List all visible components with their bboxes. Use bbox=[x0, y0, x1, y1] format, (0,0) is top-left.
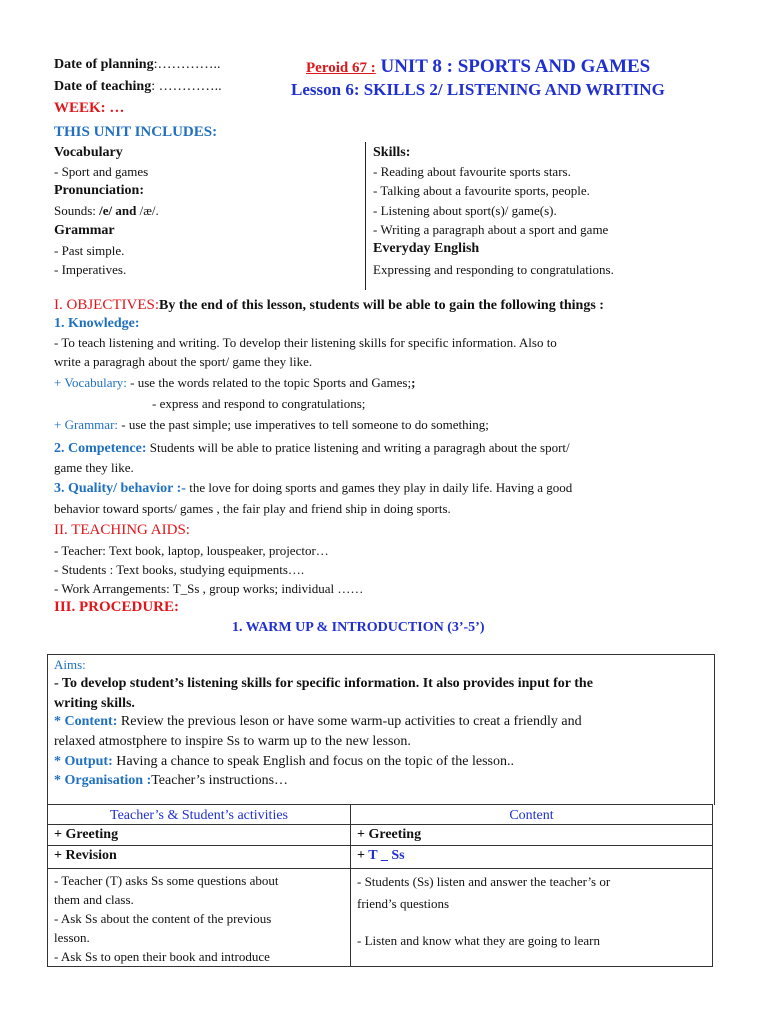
lesson-title: Lesson 6: SKILLS 2/ LISTENING AND WRITING bbox=[291, 80, 665, 99]
aims-output: * Output: Having a chance to speak English and focus on the topic of the lesson.. bbox=[54, 754, 514, 769]
vocabulary-heading: Vocabulary bbox=[54, 145, 123, 160]
everyday-english-item: Expressing and responding to congratulations. bbox=[373, 262, 614, 277]
aims-content-2: relaxed atmostphere to inspire Ss to warm up to the new lesson. bbox=[54, 734, 411, 749]
knowledge-heading: 1. Knowledge: bbox=[54, 316, 140, 331]
knowledge-line-2: write a paragragh about the sport/ game they like. bbox=[54, 354, 313, 369]
table-row bbox=[48, 825, 713, 846]
skills-item-2: - Talking about a favourite sports, people. bbox=[373, 183, 590, 198]
quality-line-2: behavior toward sports/ games , the fair play and friend ship in doing sports. bbox=[54, 501, 451, 516]
aims-content-1: * Content: Review the previous leson or have some warm-up activities to creat a friendly and bbox=[54, 714, 582, 729]
aims-heading: Aims: bbox=[54, 657, 86, 672]
aids-students: - Students : Text books, studying equipments…. bbox=[54, 562, 305, 577]
skills-item-4: - Writing a paragraph about a sport and game bbox=[373, 222, 609, 237]
aims-line-2: writing skills. bbox=[54, 696, 135, 711]
warm-up-heading: 1. WARM UP & INTRODUCTION (3’-5’) bbox=[232, 620, 485, 635]
left-revision-cell: + Revision bbox=[48, 846, 351, 869]
table-row bbox=[48, 869, 713, 967]
table-row bbox=[48, 846, 713, 869]
skills-item-1: - Reading about favourite sports stars. bbox=[373, 164, 571, 179]
sounds-line: Sounds: /e/ and /æ/. bbox=[54, 203, 159, 218]
right-greeting-cell: + Greeting bbox=[351, 825, 713, 846]
grammar-objective: + Grammar: - use the past simple; use imperatives to tell someone to do something; bbox=[54, 417, 489, 432]
skills-item-3: - Listening about sport(s)/ game(s). bbox=[373, 203, 557, 218]
right-content-cell: - Students (Ss) listen and answer the teacher’s or friend’s questions - Listen and know what they are going to learn bbox=[351, 869, 713, 967]
objectives-heading: I. OBJECTIVES:By the end of this lesson, students will be able to gain the following things : bbox=[54, 297, 604, 313]
table-header-activities: Teacher’s & Student’s activities bbox=[48, 805, 351, 825]
date-of-teaching: Date of teaching: ………….. bbox=[54, 79, 222, 94]
grammar-item-2: - Imperatives. bbox=[54, 262, 127, 277]
grammar-item-1: - Past simple. bbox=[54, 243, 125, 258]
aims-line-1: - To develop student’s listening skills for specific information. It also provides input for the bbox=[54, 676, 593, 691]
aims-organisation: * Organisation :Teacher’s instructions… bbox=[54, 773, 289, 788]
competence-line-2: game they like. bbox=[54, 460, 134, 475]
date-of-planning: Date of planning:………….. bbox=[54, 57, 221, 72]
grammar-heading: Grammar bbox=[54, 223, 115, 238]
week-label: WEEK: … bbox=[54, 100, 125, 116]
page-title: Peroid 67 : UNIT 8 : SPORTS AND GAMES bbox=[306, 56, 651, 77]
unit-includes-title: THIS UNIT INCLUDES: bbox=[54, 124, 218, 140]
knowledge-line-1: - To teach listening and writing. To develop their listening skills for specific information. Also to bbox=[54, 335, 557, 350]
left-greeting-cell: + Greeting bbox=[48, 825, 351, 846]
teaching-aids-heading: II. TEACHING AIDS: bbox=[54, 522, 190, 538]
aids-work: - Work Arrangements: T_Ss , group works; individual …… bbox=[54, 581, 364, 596]
everyday-english-heading: Everyday English bbox=[373, 241, 480, 256]
skills-heading: Skills: bbox=[373, 145, 411, 160]
competence-line-1: 2. Competence: Students will be able to pratice listening and writing a paragragh about the sport/ bbox=[54, 440, 570, 456]
activities-table bbox=[47, 804, 713, 967]
vocabulary-item: - Sport and games bbox=[54, 164, 149, 179]
pronunciation-heading: Pronunciation: bbox=[54, 183, 144, 198]
vocabulary-objective: + Vocabulary: - use the words related to the topic Sports and Games;; bbox=[54, 375, 416, 390]
left-activities-cell: - Teacher (T) asks Ss some questions about them and class. - Ask Ss about the content of the previous lesson. - Ask Ss to open their book and introduce bbox=[48, 869, 351, 967]
procedure-heading: III. PROCEDURE: bbox=[54, 599, 180, 615]
vocabulary-objective-2: - express and respond to congratulations; bbox=[152, 396, 366, 411]
aids-teacher: - Teacher: Text book, laptop, lousp​eaker, projector… bbox=[54, 543, 329, 558]
right-tss-cell: + T _ Ss bbox=[351, 846, 713, 869]
table-header-content: Content bbox=[351, 805, 713, 825]
table-header-row bbox=[48, 805, 713, 825]
column-divider bbox=[365, 142, 366, 290]
quality-line-1: 3. Quality/ behavior :- the love for doing sports and games they play in daily life. Having a good bbox=[54, 480, 573, 496]
